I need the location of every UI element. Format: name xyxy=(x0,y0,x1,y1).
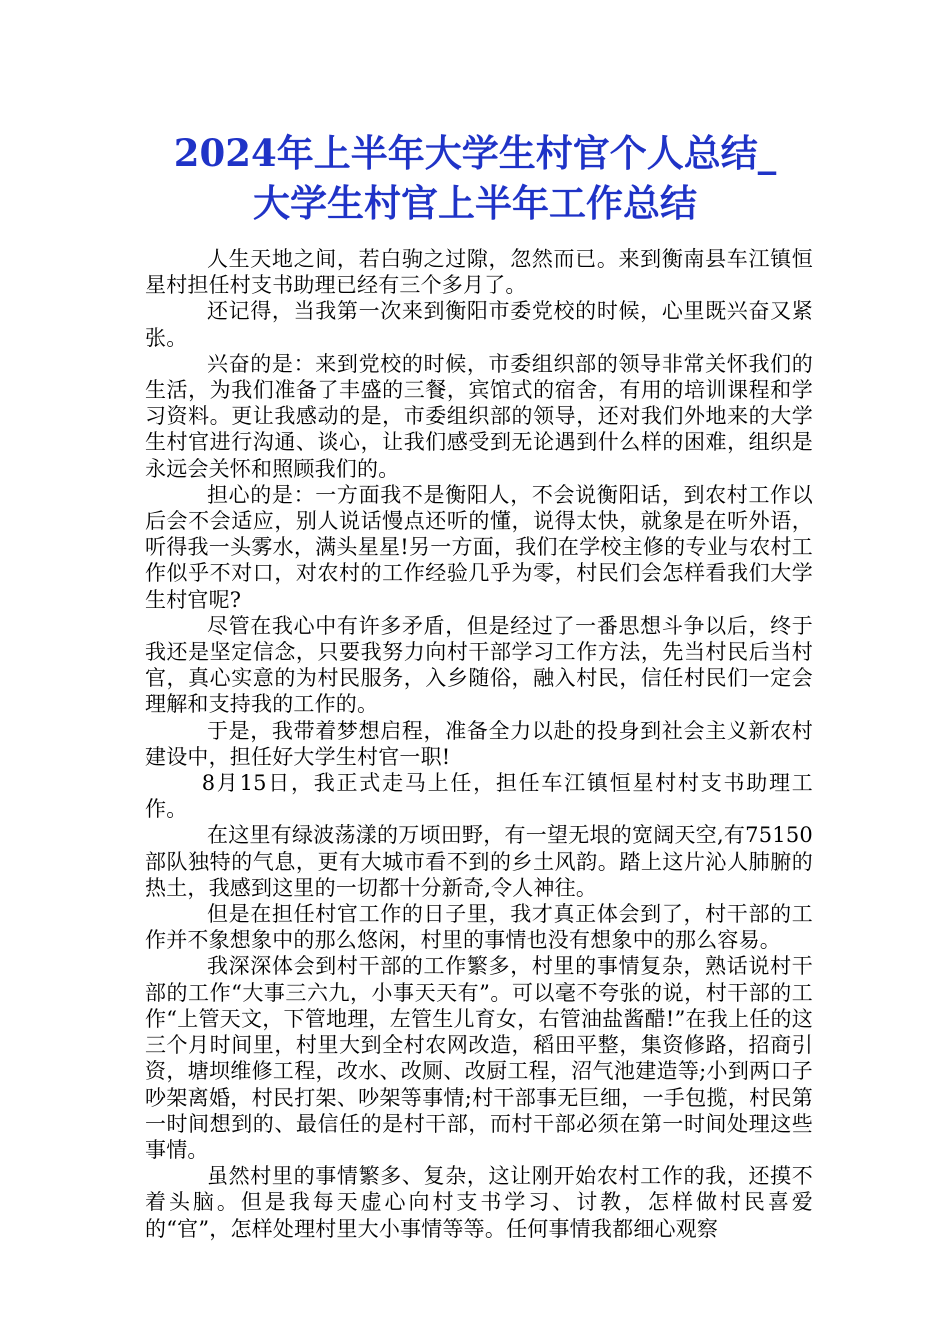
document-body xyxy=(145,246,813,1242)
paragraph-3: 兴奋的是：来到党校的时候，市委组织部的领导非常关怀我们的生活，为我们准备了丰盛的三餐，宾馆式的宿舍，有用的培训课程和学习资料。更让我感动的是，市委组织部的领导，还对我们外地来的大学生村官进行沟通、谈心，让我们感受到无论遇到什么样的困难，组织是永远会关怀和照顾我们的。 xyxy=(145,351,813,481)
paragraph-10: 我深深体会到村干部的工作繁多，村里的事情复杂，熟话说村干部的工作“大事三六九，小事天天有”。可以毫不夸张的说，村干部的工作“上管天文，下管地理，左管生儿育女，右管油盐酱醋!”在我上任的这三个月时间里，村里大到全村农网改造，稻田平整，集资修路，招商引资，塘坝维修工程，改水、改厕、改厨工程，沼气池建造等;小到两口子吵架离婚，村民打架、吵架等事情;村干部事无巨细，一手包揽，村民第一时间想到的、最信任的是村干部，而村干部必须在第一时间处理这些事情。 xyxy=(145,954,813,1162)
title-line-2: 大学生村官上半年工作总结 xyxy=(253,181,697,225)
paragraph-8: 在这里有绿波荡漾的万顷田野，有一望无垠的宽阔天空,有75150部队独特的气息，更有大城市看不到的乡土风韵。踏上这片沁人肺腑的热土，我感到这里的一切都十分新奇,令人神往。 xyxy=(145,823,813,900)
paragraph-7: 8月15日，我正式走马上任，担任车江镇恒星村村支书助理工作。 xyxy=(145,771,813,822)
paragraph-2: 还记得，当我第一次来到衡阳市委党校的时候，心里既兴奋又紧张。 xyxy=(145,299,813,350)
paragraph-6: 于是，我带着梦想启程，准备全力以赴的投身到社会主义新农村建设中，担任好大学生村官一职! xyxy=(145,718,813,769)
paragraph-4: 担心的是：一方面我不是衡阳人，不会说衡阳话，到农村工作以后会不会适应，别人说话慢点还听的懂，说得太快，就象是在听外语，听得我一头雾水，满头星星!另一方面，我们在学校主修的专业与农村工作似乎不对口，对农村的工作经验几乎为零，村民们会怎样看我们大学生村官呢? xyxy=(145,482,813,612)
paragraph-5: 尽管在我心中有许多矛盾，但是经过了一番思想斗争以后，终于我还是坚定信念，只要我努力向村干部学习工作方法，先当村民后当村官，真心实意的为村民服务，入乡随俗，融入村民，信任村民们一定会理解和支持我的工作的。 xyxy=(145,613,813,717)
paragraph-1: 人生天地之间，若白驹之过隙，忽然而已。来到衡南县车江镇恒星村担任村支书助理已经有三个多月了。 xyxy=(145,247,813,298)
document-title xyxy=(110,128,840,228)
paragraph-9: 但是在担任村官工作的日子里，我才真正体会到了，村干部的工作并不象想象中的那么悠闲，村里的事情也没有想象中的那么容易。 xyxy=(145,902,813,953)
paragraph-11: 虽然村里的事情繁多、复杂，这让刚开始农村工作的我，还摸不着头脑。但是我每天虚心向村支书学习、讨教，怎样做村民喜爱的“官”，怎样处理村里大小事情等等。任何事情我都细心观察 xyxy=(145,1164,813,1241)
title-line-1: 2024年上半年大学生村官个人总结_ xyxy=(173,131,777,175)
